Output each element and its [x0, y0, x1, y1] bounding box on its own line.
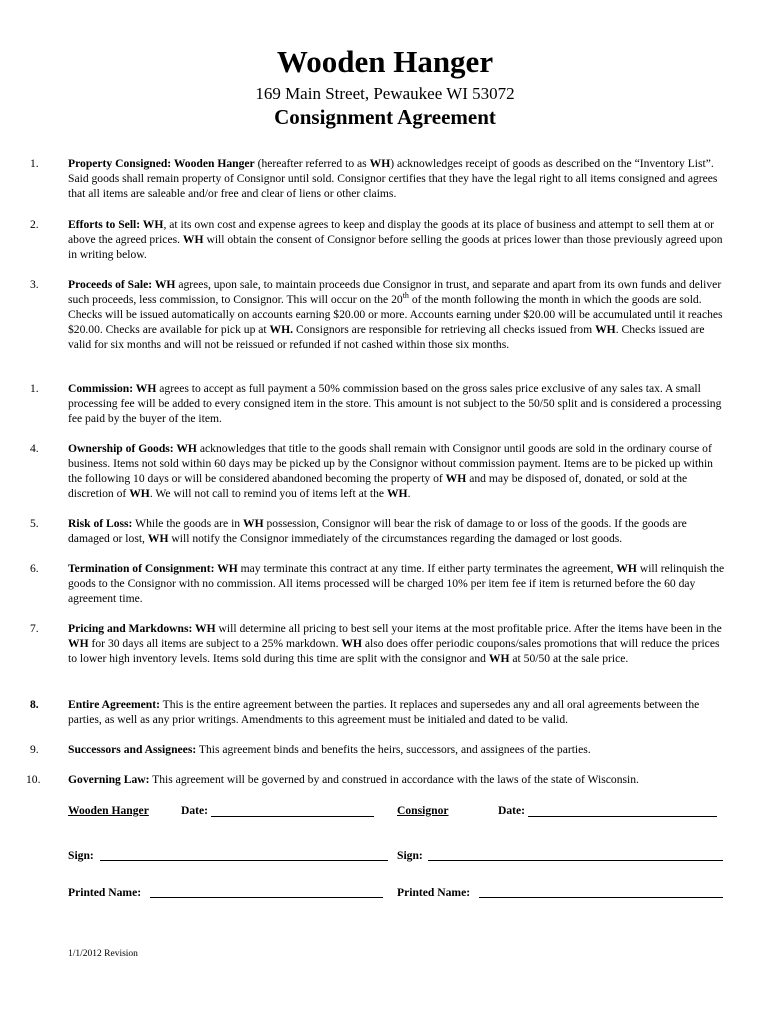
clause-heading: Governing Law: [68, 773, 150, 786]
clause-number: 1. [30, 382, 39, 395]
wh-sign-label: Sign: [68, 849, 94, 862]
clause-number: 6. [30, 562, 39, 575]
clause-number: 3. [30, 278, 39, 291]
page-title: Wooden Hanger [276, 44, 494, 79]
wh-abbrev: WH [369, 157, 391, 170]
consignor-printed-name-label: Printed Name: [397, 886, 471, 899]
clause-body [68, 277, 726, 352]
ordinal-suffix: th [402, 291, 409, 301]
wh-printed-name-field[interactable] [150, 897, 383, 898]
clause-body [68, 381, 726, 426]
wh-abbrev: WH [616, 562, 637, 575]
wh-printed-name-label: Printed Name: [68, 886, 142, 899]
clause-body [68, 217, 726, 262]
clause-text: agrees, upon sale, to maintain proceeds due Consignor in trust, and separate and apart from its own funds and deliver such proceeds, less commission, to Consignor. This will occur on the 20 [68, 278, 722, 306]
clause-body [68, 156, 726, 201]
clause-heading: Entire Agreement: [68, 698, 160, 711]
clause-body [68, 561, 726, 606]
clause-text: While the goods are in [132, 517, 243, 530]
clause-heading: Pricing and Markdowns: WH [68, 622, 216, 635]
clause-heading: Risk of Loss: [68, 517, 133, 530]
clause-text: will obtain the consent of Consignor before selling the goods at prices lower than those previously agreed upon in writing below. [68, 233, 723, 261]
wh-abbrev: WH [341, 637, 362, 650]
wh-abbrev: WH [595, 323, 616, 336]
clause-text: Consignors are responsible for retrieving all checks issued from [293, 323, 596, 336]
wh-abbrev: WH [129, 487, 150, 500]
document-subtitle: Consignment Agreement [274, 105, 496, 129]
clause-text: . Checks issued are valid for six months and will not be reissued or refunded if not cashed within those six months. [68, 323, 705, 351]
clause-body [68, 742, 726, 757]
clause-number: 1. [30, 157, 39, 170]
clause-body [68, 697, 726, 727]
clause-heading: Proceeds of Sale: WH [68, 278, 176, 291]
clause-text: will relinquish the goods to the Consignor with no commission. All items processed will be charged 10% per item fee if item is returned before the 60 day agreement time. [68, 562, 725, 605]
clause-text: possession, Consignor will bear the risk of damage to or loss of the goods. If the goods are damaged or lost, [68, 517, 687, 545]
clause-heading: Property Consigned: Wooden Hanger [68, 157, 255, 170]
clause-text: for 30 days all items are subject to a 25% markdown. [88, 637, 342, 650]
clause-number: 7. [30, 622, 39, 635]
wh-abbrev: WH. [269, 323, 294, 336]
clause-heading: Successors and Assignees: [68, 743, 197, 756]
clause-number: 10. [26, 773, 41, 786]
clause-text: may terminate this contract at any time. If either party terminates the agreement, [237, 562, 617, 575]
wh-signature-field[interactable] [100, 860, 388, 861]
clause-text: will determine all pricing to best sell your items at the most profitable price. After the items have been in the [215, 622, 722, 635]
clause-text: ) acknowledges receipt of goods as described on the “Inventory List”. Said goods shall remain property of Consignor until sold. Consignor certifies that they have the legal right to all items consigned and agrees that all items are saleable and/or free and clear of liens or other claims. [68, 157, 718, 200]
clause-text: This agreement will be governed by and construed in accordance with the laws of the state of Wisconsin. [149, 773, 639, 786]
clause-text: (hereafter referred to as [254, 157, 370, 170]
wh-abbrev: WH [68, 637, 89, 650]
clause-number: 8. [30, 698, 39, 711]
clause-text: also does offer periodic coupons/sales promotions that will reduce the prices to lower high inventory levels. Items sold during this time are split with the consignor and [68, 637, 720, 665]
wh-abbrev: WH [242, 517, 264, 530]
clause-text: This is the entire agreement between the parties. It replaces and supersedes any and all oral agreements between the parties, as well as any prior writings. Amendments to this agreement must be initialed and dated to be valid. [68, 698, 700, 726]
clause-heading: Termination of Consignment: WH [68, 562, 238, 575]
clause-text: . [407, 487, 411, 500]
wh-date-label: Date: [181, 804, 209, 817]
clause-number: 5. [30, 517, 39, 530]
wh-abbrev: WH [386, 487, 408, 500]
clause-text: , at its own cost and expense agrees to keep and display the goods at its place of business and attempt to sell them at or above the agreed prices. [68, 218, 715, 246]
clause-text: agrees to accept as full payment a 50% commission based on the gross sales price exclusive of any sales tax. A small processing fee will be added to every consigned item in the store. This amount is not subject to the 50/50 split and is considered a processing fee paid by the buyer of the item. [68, 382, 722, 425]
clause-number: 2. [30, 218, 39, 231]
clause-body [68, 516, 726, 546]
clause-text: at 50/50 at the sale price. [509, 652, 629, 665]
clause-text: will notify the Consignor immediately of the circumstances regarding the damaged or lost goods. [168, 532, 623, 545]
store-address: 169 Main Street, Pewaukee WI 53072 [255, 84, 515, 103]
clause-heading: Efforts to Sell: WH [68, 218, 164, 231]
wh-abbrev: WH [488, 652, 510, 665]
wh-abbrev: WH [182, 233, 204, 246]
clause-body [68, 441, 726, 501]
consignor-signature-field[interactable] [428, 860, 723, 861]
wh-abbrev: WH [147, 532, 169, 545]
consignor-date-label: Date: [498, 804, 526, 817]
wh-abbrev: WH [445, 472, 467, 485]
revision-note: 1/1/2012 Revision [68, 949, 138, 959]
clause-number: 9. [30, 743, 39, 756]
clause-heading: Ownership of Goods: WH [68, 442, 197, 455]
clause-text: acknowledges that title to the goods shall remain with Consignor until goods are sold in the ordinary course of business. Items not sold within 60 days may be picked up by the Consignor without commission payment. Items are to be picked up within the following 10 days or will be considered abandoned becoming the property of [68, 442, 713, 485]
consignor-sign-label: Sign: [397, 849, 423, 862]
wh-date-field[interactable] [211, 816, 374, 817]
consignor-party-label: Consignor [397, 804, 449, 817]
clause-text: of the month following the month in which the goods are sold. Checks will be issued automatically on accounts earning $20.00 or more. Accounts earning under $20.00 will be accumulated until it reaches $20.00. Checks are available for pick up at [68, 293, 723, 336]
consignor-date-field[interactable] [528, 816, 717, 817]
clause-number: 4. [30, 442, 39, 455]
clause-body [68, 772, 726, 787]
clause-text: and may be disposed of, donated, or sold at the discretion of [68, 472, 688, 500]
clause-text: This agreement binds and benefits the heirs, successors, and assignees of the parties. [196, 743, 591, 756]
clause-text: . We will not call to remind you of items left at the [149, 487, 387, 500]
clause-body [68, 621, 726, 666]
wooden-hanger-party-label: Wooden Hanger [68, 804, 149, 817]
clause-heading: Commission: WH [68, 382, 157, 395]
consignor-printed-name-field[interactable] [479, 897, 723, 898]
